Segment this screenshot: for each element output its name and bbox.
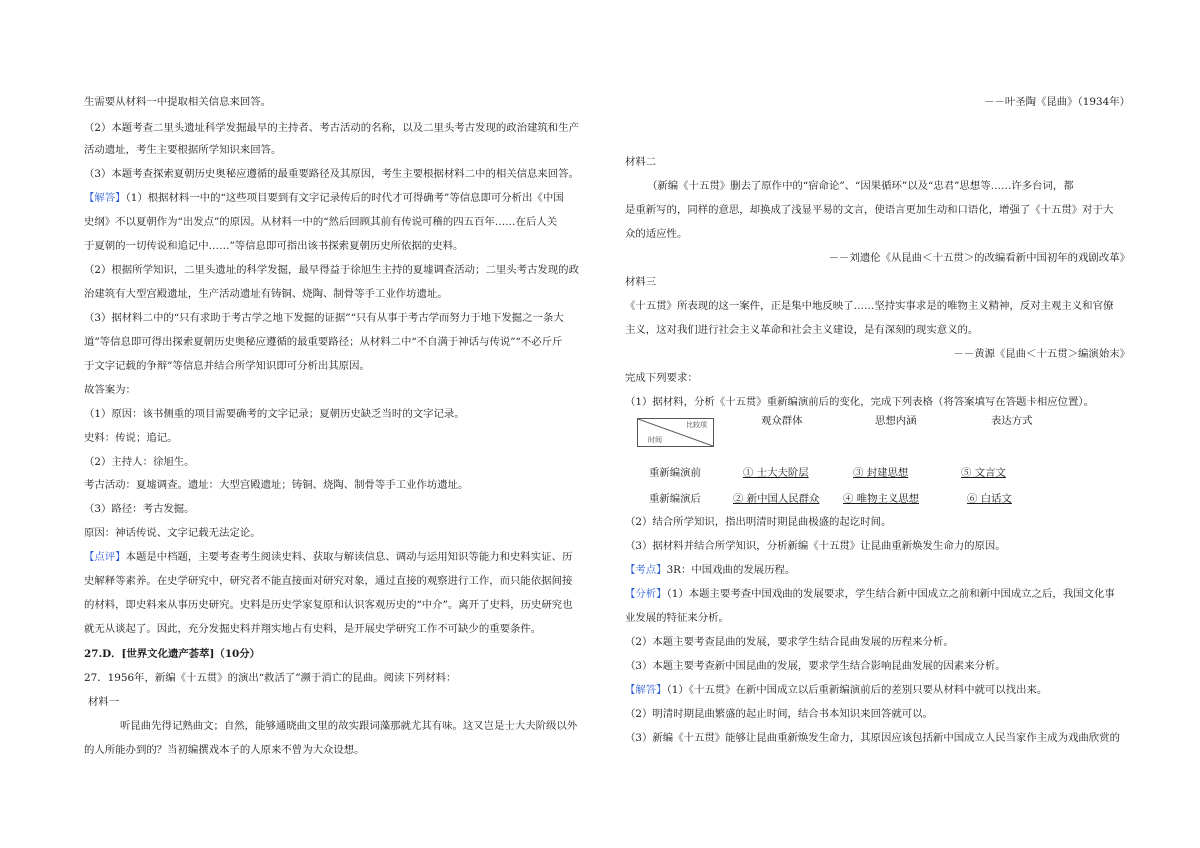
table-cell: ④ 唯物主义思想: [843, 493, 920, 505]
text-line: 就无从谈起了。因此，充分发掘史料并翔实地占有史料，是开展史学研究工作不可缺少的重要条件。: [84, 623, 542, 635]
text-line: 于文字记载的争辩”等信息并结合所学知识即可分析出其原因。: [84, 360, 370, 372]
table-cell: ⑤ 文言文: [961, 467, 1006, 479]
text-line: 【解答】（1）《十五贯》在新中国成立以后重新编演前后的差别只要从材料中就可以找出来。: [625, 684, 1048, 696]
text-line: （3）据材料二中的“只有求助于考古学之地下发掘的证据”“只有从事于考古学而努力于地下发掘之一条大: [84, 312, 564, 324]
table-cell: ② 新中国人民群众: [733, 493, 820, 505]
text-line: 业发展的特征来分析。: [625, 612, 729, 624]
table-cell: ③ 封建思想: [853, 467, 909, 479]
question-text: 27．1956年，新编《十五贯》的演出“救活了”濒于消亡的昆曲。阅读下列材料：: [84, 672, 457, 684]
text-line: 【分析】（1）本题主要考查中国戏曲的发展要求，学生结合新中国成立之前和新中国成立之后，我国文化事: [625, 588, 1115, 600]
text-line: （2）本题考查二里头遗址科学发掘最早的主持者、考古活动的名称，以及二里头考古发现的政治建筑和生产: [84, 122, 579, 134]
text-line: 故答案为：: [84, 384, 136, 396]
table-header: 观众群体: [761, 415, 803, 427]
text-line: 的材料，即史料来从事历史研究。史料是历史学家复原和认识客观历史的“中介”。离开了史料，历史研究也: [84, 599, 573, 611]
text-line: 听昆曲先得记熟曲文；自然，能够通晓曲文里的故实跟词藻那就尤其有味。这又岂是士大夫阶级以外: [120, 720, 578, 732]
diag-top-label: 比较项: [686, 421, 707, 429]
citation: －－叶圣陶《昆曲》（1934年）: [984, 96, 1130, 108]
answer-tag: 【解答】: [84, 192, 126, 204]
text-line: （3）新编《十五贯》能够让昆曲重新焕发生命力，其原因应该包括新中国成立人民当家作主成为戏曲欣赏的: [625, 732, 1120, 744]
text-line: 众的适应性。: [625, 228, 688, 240]
text-line: 生需要从材料一中提取相关信息来回答。: [84, 96, 272, 108]
row-label: 重新编演前: [649, 467, 701, 479]
text-line: （2）本题主要考查昆曲的发展，要求学生结合昆曲发展的历程来分析。: [625, 636, 954, 648]
text-line: 考古活动：夏墟调查。遗址：大型宫殿遗址；铸铜、烧陶、制骨等手工业作坊遗址。: [84, 479, 469, 491]
text-line: 完成下列要求：: [625, 372, 698, 384]
text-line: （2）根据所学知识，二里头遗址的科学发掘，最早得益于徐旭生主持的夏墟调查活动；二里头考古发现的政: [84, 264, 579, 276]
material-label: 材料二: [625, 156, 657, 168]
text-line: （2）明清时期昆曲繁盛的起止时间，结合书本知识来回答就可以。: [625, 708, 933, 720]
question-text: （3）据材料并结合所学知识，分析新编《十五贯》让昆曲重新焕发生命力的原因。: [625, 540, 1006, 552]
table-header: 表达方式: [991, 415, 1033, 427]
text-line: （3）本题主要考查新中国昆曲的发展，要求学生结合影响昆曲发展的因素来分析。: [625, 660, 1006, 672]
text-line: 《十五贯》所表现的这一案件，正是集中地反映了……坚持实事求是的唯物主义精神，反对主观主义和官僚: [625, 300, 1114, 312]
text-line: 【解答】（1）根据材料一中的“这些项目要到有文字记录传后的时代才可得确考”等信息即可分析出《中国: [84, 192, 564, 204]
text-line: 【点评】本题是中档题，主要考查考生阅读史料、获取与解读信息、调动与运用知识等能力和史料实证、历: [84, 551, 573, 563]
point-tag: 【考点】: [625, 564, 667, 576]
text-line: 史解释等素养。在史学研究中，研究者不能直接面对研究对象，通过直接的观察进行工作，而只能依据间接: [84, 575, 573, 587]
text-line: （1）原因：该书侧重的项目需要确考的文字记录；夏朝历史缺乏当时的文字记录。: [84, 408, 465, 420]
comment-tag: 【点评】: [84, 551, 126, 563]
material-label: 材料三: [625, 276, 657, 288]
text-line: （3）路径：考古发掘。: [84, 503, 195, 515]
table-cell: ① 士大夫阶层: [743, 467, 809, 479]
table-header: 思想内涵: [875, 415, 917, 427]
text-line: 道”等信息即可得出探索夏朝历史奥秘应遵循的最重要路径；从材料二中“不自满于神话与传说”“不必斤斤: [84, 336, 563, 348]
citation: －－黄源《昆曲＜十五贯＞编演始末》: [953, 348, 1130, 360]
text-line: 史料：传说；追记。: [84, 432, 178, 444]
comparison-table: [637, 412, 1117, 512]
row-label: 重新编演后: [649, 493, 701, 505]
answer-tag: 【解答】: [625, 684, 667, 696]
section-heading: 27.D．[世界文化遗产荟萃]（10分）: [84, 648, 261, 660]
question-text: （2）结合所学知识，指出明清时期昆曲极盛的起讫时间。: [625, 516, 892, 528]
diag-bottom-label: 时间: [648, 436, 662, 444]
table-cell: ⑥ 白话文: [967, 493, 1012, 505]
text-line: 于夏朝的一切传说和追记中……”等信息即可指出该书探索夏朝历史所依据的史料。: [84, 240, 464, 252]
text-line: 是重新写的，同样的意思，却换成了浅显平易的文言，使语言更加生动和口语化，增强了《十五贯》对于大: [625, 204, 1114, 216]
text-line: （2）主持人：徐旭生。: [84, 456, 195, 468]
text-line: 活动遗址，考生主要根据所学知识来回答。: [84, 144, 282, 156]
text-line: 主义，这对我们进行社会主义革命和社会主义建设，是有深刻的现实意义的。: [625, 324, 979, 336]
text-line: 原因：神话传说、文字记载无法定论。: [84, 527, 261, 539]
analysis-tag: 【分析】: [625, 588, 667, 600]
text-line: （新编《十五贯》删去了原作中的“宿命论”、“因果循环”以及“忠君”思想等……许多台词，都: [647, 180, 1074, 192]
text-line: （3）本题考查探索夏朝历史奥秘应遵循的最重要路径及其原因，考生主要根据材料二中的相关信息来回答。: [84, 168, 579, 180]
question-text: （1）据材料，分析《十五贯》重新编演前后的变化，完成下列表格（将答案填写在答题卡相应位置）。: [625, 396, 1094, 408]
diagonal-header-cell: [637, 418, 714, 447]
text-line: 史纲》不以夏朝作为“出发点”的原因。从材料一中的“然后回顾其前有传说可稽的四五百年……在后人关: [84, 216, 558, 228]
text-line: 【考点】3R：中国戏曲的发展历程。: [625, 564, 796, 576]
text-line: 的人所能办到的？当初编撰戏本子的人原来不曾为大众设想。: [84, 744, 365, 756]
citation: －－刘遗伦《从昆曲＜十五贯＞的改编看新中国初年的戏剧改革》: [828, 252, 1130, 264]
text-line: 治建筑有大型宫殿遗址，生产活动遗址有铸铜、烧陶、制骨等手工业作坊遗址。: [84, 288, 448, 300]
material-label: 材料一: [88, 696, 120, 708]
